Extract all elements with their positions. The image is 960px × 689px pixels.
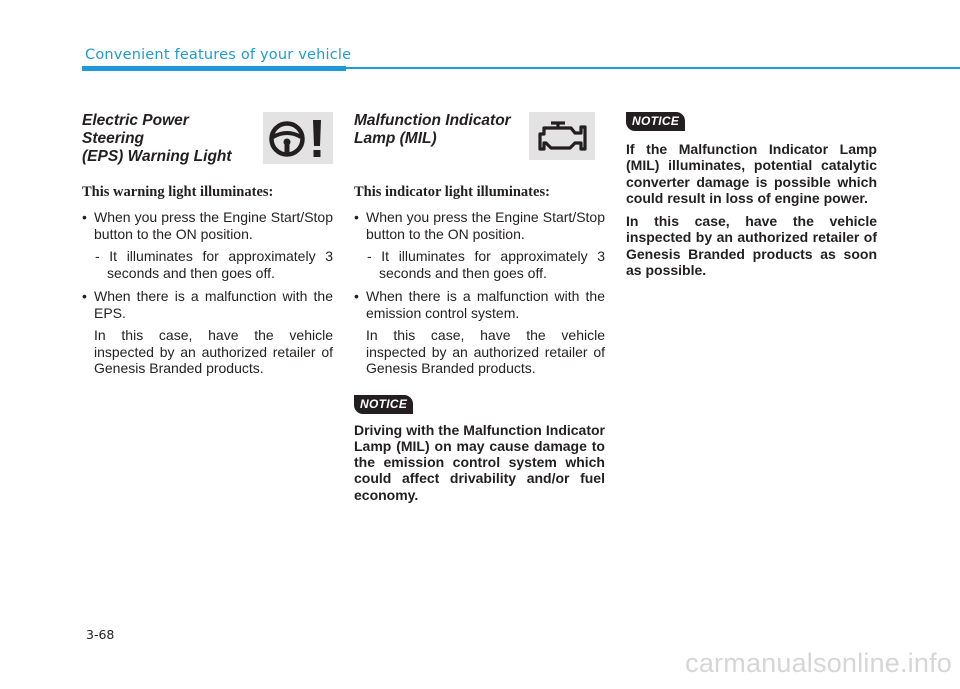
mil-subheading: This indicator light illuminates: xyxy=(354,184,550,200)
bullet-text: When there is a malfunction with the emission control system. xyxy=(366,288,605,321)
list-item xyxy=(354,209,605,281)
mil-bullet-list xyxy=(354,209,605,377)
steering-wheel-exclamation-icon xyxy=(263,112,333,164)
notice-badge: NOTICE xyxy=(626,112,685,131)
notice-paragraph-2: In this case, have the vehicle inspected by an authorized retailer of Genesis Branded products as soon as possible. xyxy=(626,213,877,279)
eps-title-line1: Electric Power Steering xyxy=(82,112,189,147)
header-rule-thin xyxy=(346,67,960,69)
bullet-dot: • xyxy=(82,209,87,225)
eps-bullet-list xyxy=(82,209,333,377)
bullet-dot: • xyxy=(354,209,359,225)
mil-title-line1: Malfunction Indicator xyxy=(354,112,511,129)
list-item xyxy=(354,288,605,377)
bullet-dot: • xyxy=(354,288,359,304)
list-item xyxy=(82,288,333,377)
bullet-sub-text: - It illuminates for approximately 3 seconds and then goes off. xyxy=(95,248,333,281)
bullet-sub-text: - It illuminates for approximately 3 seconds and then goes off. xyxy=(367,248,605,281)
notice-badge: NOTICE xyxy=(354,395,413,414)
check-engine-icon xyxy=(529,112,595,160)
bullet-continuation: In this case, have the vehicle inspected by an authorized retailer of Genesis Branded products. xyxy=(366,327,605,376)
eps-section xyxy=(82,112,333,384)
header-rule-thick xyxy=(82,66,346,71)
page-number: 3-68 xyxy=(86,627,115,642)
mil-title-row xyxy=(354,112,605,166)
bullet-text: When you press the Engine Start/Stop button to the ON position. xyxy=(94,209,333,242)
eps-title xyxy=(82,112,252,166)
right-notice xyxy=(626,112,877,278)
bullet-continuation: In this case, have the vehicle inspected by an authorized retailer of Genesis Branded products. xyxy=(94,327,333,376)
bullet-text: When there is a malfunction with the EPS. xyxy=(94,288,333,321)
eps-title-row xyxy=(82,112,333,166)
watermark: carmanualsonline.info xyxy=(685,648,952,678)
eps-title-line2: (EPS) Warning Light xyxy=(82,148,232,165)
bullet-text: When you press the Engine Start/Stop button to the ON position. xyxy=(366,209,605,242)
mil-title-line2: Lamp (MIL) xyxy=(354,130,437,147)
bullet-dot: • xyxy=(82,288,87,304)
section-title: Convenient features of your vehicle xyxy=(85,47,352,63)
notice-paragraph-1: If the Malfunction Indicator Lamp (MIL) illuminates, potential catalytic converter damage is possible which could result in loss of engine power. xyxy=(626,141,877,206)
eps-subheading: This warning light illuminates: xyxy=(82,184,274,200)
mil-title xyxy=(354,112,524,148)
mil-notice xyxy=(354,395,605,503)
list-item xyxy=(82,209,333,281)
notice-text: Driving with the Malfunction Indicator Lamp (MIL) on may cause damage to the emission control system which could affect drivability and/or fuel economy. xyxy=(354,421,605,503)
mil-section xyxy=(354,112,605,503)
